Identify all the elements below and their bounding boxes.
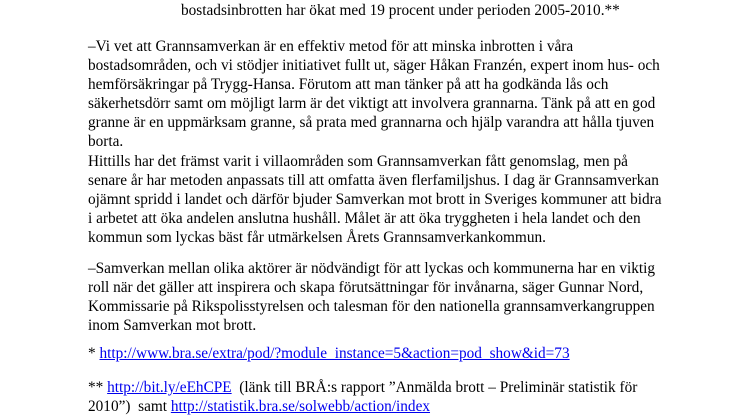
text-line: kommun som lyckas bäst får utmärkelsen Årets Grannsamverkankommun. — [88, 229, 546, 246]
paragraph-quote-nord — [88, 259, 718, 335]
footnote-marker: * — [88, 345, 100, 362]
text-line: i arbetet att öka andelen anslutna hushåll. Målet är att öka tryggheten i hela landet och den — [88, 210, 641, 227]
footnote-2 — [88, 378, 718, 416]
bra-pod-link[interactable]: http://www.bra.se/extra/pod/?module_instance=5&action=pod_show&id=73 — [99, 345, 570, 362]
text-line: bostadsområden, och vi stödjer initiativet fullt ut, säger Håkan Franzén, expert inom hus- och — [88, 57, 660, 74]
text-line: borta. — [88, 133, 124, 150]
footnote-marker: ** — [88, 379, 108, 396]
text-line: granne är en uppmärksam granne, så prata med grannarna och hjälp varandra att hålla tjuven — [88, 114, 655, 131]
text-line: –Samverkan mellan olika aktörer är nödvändigt för att lyckas och kommunerna har en viktig — [88, 260, 656, 277]
footnote-1 — [88, 344, 718, 363]
footnote-text: (länk till BRÅ:s rapport ”Anmälda brott – Preliminär statistik för — [231, 379, 638, 396]
text-line: bostadsinbrotten har ökat med 19 procent under perioden 2005-2010.** — [181, 2, 620, 19]
text-line: –Vi vet att Grannsamverkan är en effektiv metod för att minska inbrotten i våra — [88, 38, 574, 55]
paragraph-quote-franzen — [88, 37, 718, 151]
text-line: senare år har metoden anpassats till att omfatta även flerfamiljshus. I dag är Grannsamverkan — [88, 172, 659, 189]
text-line: Hittills har det främst varit i villaområden som Grannsamverkan fått genomslag, men på — [88, 153, 628, 170]
paragraph-statistic-tail — [181, 1, 620, 20]
bra-statistik-link[interactable]: http://statistik.bra.se/solwebb/action/index — [170, 398, 431, 415]
text-line: roll när det gäller att inspirera och skapa förutsättningar för invånarna, säger Gunnar Nord, — [88, 279, 644, 296]
text-line: säkerhetsdörr samt om möjligt larm är det viktigt att involvera grannarna. Tänk på att en god — [88, 95, 656, 112]
bitly-link[interactable]: http://bit.ly/eEhCPE — [107, 379, 232, 396]
footnote-text: 2010”) samt — [88, 398, 171, 415]
text-line: Kommissarie på Rikspolisstyrelsen och talesman för den nationella grannsamverkangruppen — [88, 298, 655, 315]
paragraph-grannsamverkan-spread — [88, 152, 718, 247]
text-line: inom Samverkan mot brott. — [88, 317, 257, 334]
text-line: hemförsäkringar på Trygg-Hansa. Förutom att man tänker på att ha godkända lås och — [88, 76, 609, 93]
text-line: ojämnt spridd i landet och därför bjuder Samverkan mot brott in Sveriges kommuner att bidra — [88, 191, 662, 208]
